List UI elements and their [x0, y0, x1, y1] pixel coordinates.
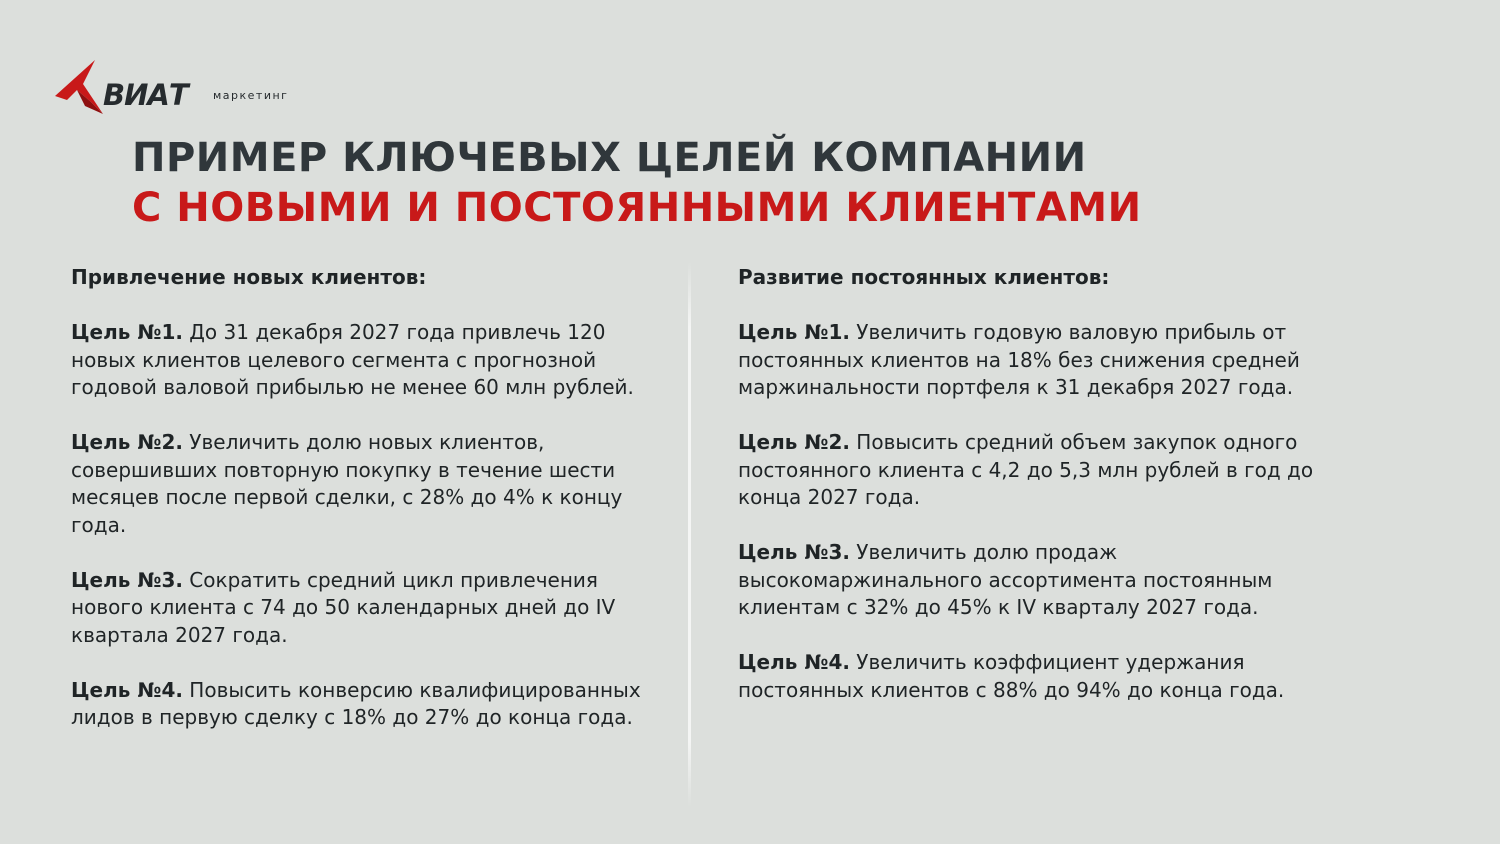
goal-label: Цель №4. [738, 650, 850, 674]
column-divider [688, 262, 691, 807]
goal-label: Цель №2. [738, 430, 850, 454]
goal-text: Увеличить долю продаж высокомаржинального ассортимента постоянным клиентам с 32% до 45% к IV кварталу 2027 года. [738, 540, 1273, 619]
goal-item [738, 539, 1358, 622]
goal-item [738, 429, 1358, 512]
goal-label: Цель №3. [738, 540, 850, 564]
goal-text: Повысить конверсию квалифицированных лидов в первую сделку с 18% до 27% до конца года. [71, 677, 641, 729]
title-line-1: ПРИМЕР КЛЮЧЕВЫХ ЦЕЛЕЙ КОМПАНИИ [132, 135, 1087, 181]
goal-text: Сократить средний цикл привлечения нового клиента с 74 до 50 календарных дней до IV квартала 2027 года. [71, 567, 616, 647]
logo-subtitle: маркетинг [213, 89, 289, 102]
column-heading: Развитие постоянных клиентов: [738, 265, 1110, 289]
goal-item [738, 649, 1358, 704]
goal-label: Цель №1. [738, 320, 850, 344]
new-clients-column [71, 264, 671, 759]
goal-text: Увеличить годовую валовую прибыль от постоянных клиентов на 18% без снижения средней маржинальности портфеля к 31 декабря 2027 года. [738, 320, 1300, 399]
goal-text: Повысить средний объем закупок одного постоянного клиента с 4,2 до 5,3 млн рублей в год до конца 2027 года. [738, 430, 1314, 509]
goal-item [71, 319, 671, 402]
goal-label: Цель №2. [71, 430, 183, 454]
goal-text: Увеличить коэффициент удержания постоянных клиентов с 88% до 94% до конца года. [738, 650, 1285, 702]
goal-item [71, 429, 671, 539]
goal-label: Цель №4. [71, 677, 183, 702]
title-line-2: С НОВЫМИ И ПОСТОЯННЫМИ КЛИЕНТАМИ [132, 185, 1142, 231]
goal-item [71, 677, 671, 732]
goal-label: Цель №1. [71, 320, 183, 344]
goal-text: Увеличить долю новых клиентов, совершивших повторную покупку в течение шести месяцев после первой сделки, с 28% до 4% к концу года. [71, 430, 623, 537]
goal-label: Цель №3. [71, 567, 183, 592]
logo-mark-icon [55, 56, 107, 114]
goal-text: До 31 декабря 2027 года привлечь 120 новых клиентов целевого сегмента с прогнозной годовой валовой прибылью не менее 60 млн рублей. [71, 320, 634, 399]
goal-item [738, 319, 1358, 402]
company-logo [55, 56, 325, 116]
logo-wordmark: ВИАТ [103, 78, 188, 112]
goal-item [71, 567, 671, 650]
page-title [132, 133, 1432, 233]
column-heading: Привлечение новых клиентов: [71, 265, 427, 289]
existing-clients-column [738, 264, 1358, 732]
